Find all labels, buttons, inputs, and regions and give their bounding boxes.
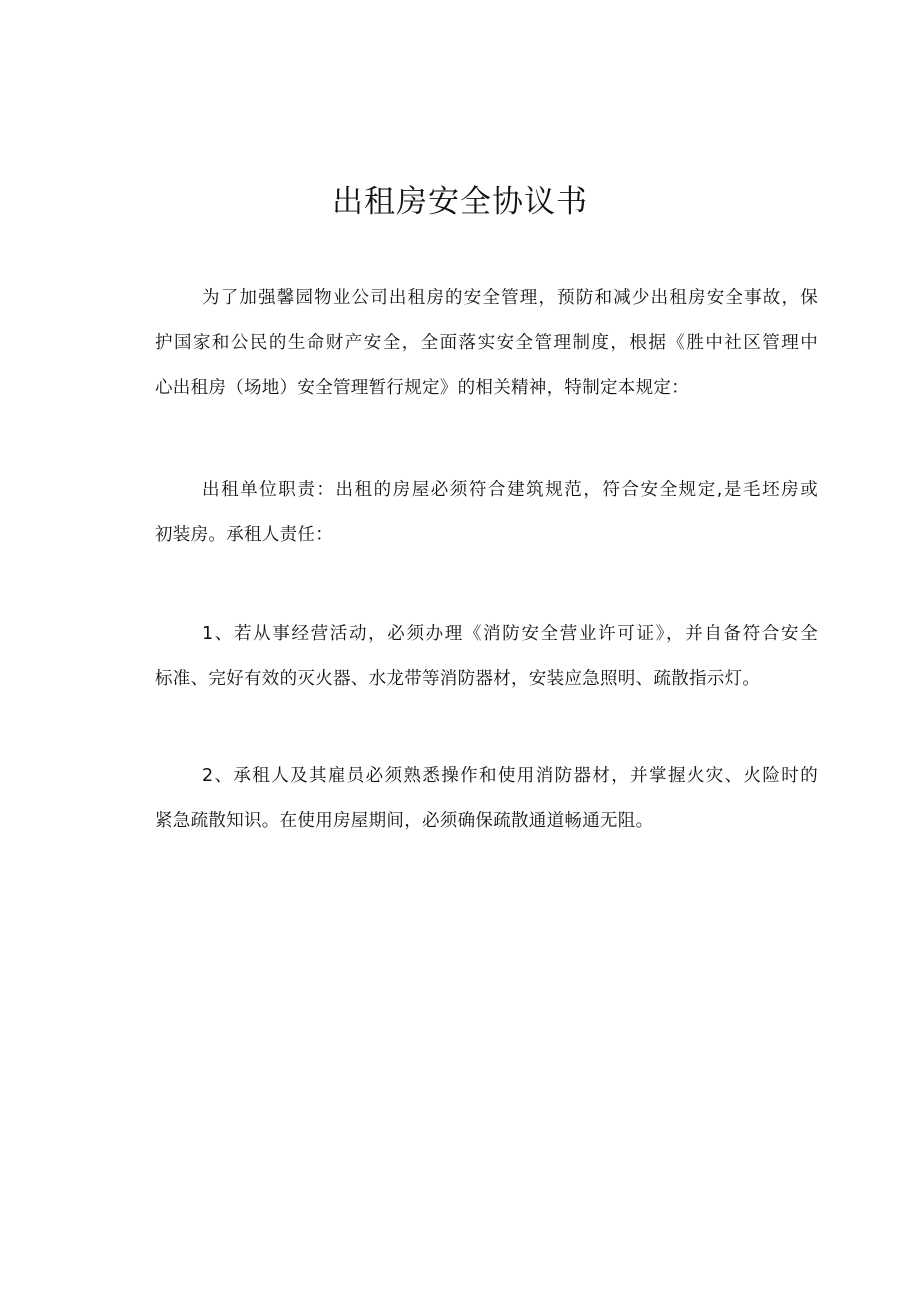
paragraph-line: 紧急疏散知识。在使用房屋期间，必须确保疏散通道畅通无阻。 bbox=[155, 811, 654, 831]
paragraph-line: 初装房。承租人责任： bbox=[155, 525, 333, 545]
paragraph-line: 标准、完好有效的灭火器、水龙带等消防器材，安装应急照明、疏散指示灯。 bbox=[155, 669, 761, 689]
paragraph-line: 2、承租人及其雇员必须熟悉操作和使用消防器材，并掌握火灾、火险时的 bbox=[202, 766, 818, 786]
paragraph-line: 1、若从事经营活动，必须办理《消防安全营业许可证》，并自备符合安全 bbox=[202, 624, 818, 644]
paragraph-clause-1 bbox=[108, 612, 818, 702]
paragraph-line: 护国家和公民的生命财产安全，全面落实安全管理制度，根据《胜中社区管理中 bbox=[155, 333, 818, 353]
paragraph-line: 为了加强馨园物业公司出租房的安全管理，预防和减少出租房安全事故，保 bbox=[202, 288, 818, 308]
paragraph-line: 心出租房（场地）安全管理暂行规定》的相关精神，特制定本规定： bbox=[155, 378, 689, 398]
paragraph-line: 出租单位职责：出租的房屋必须符合建筑规范，符合安全规定,是毛坯房或 bbox=[202, 480, 818, 500]
document-title: 出租房安全协议书 bbox=[332, 184, 588, 220]
paragraph-intro bbox=[108, 276, 818, 411]
paragraph-clause-2 bbox=[108, 754, 818, 844]
paragraph-landlord-duties bbox=[108, 468, 818, 558]
